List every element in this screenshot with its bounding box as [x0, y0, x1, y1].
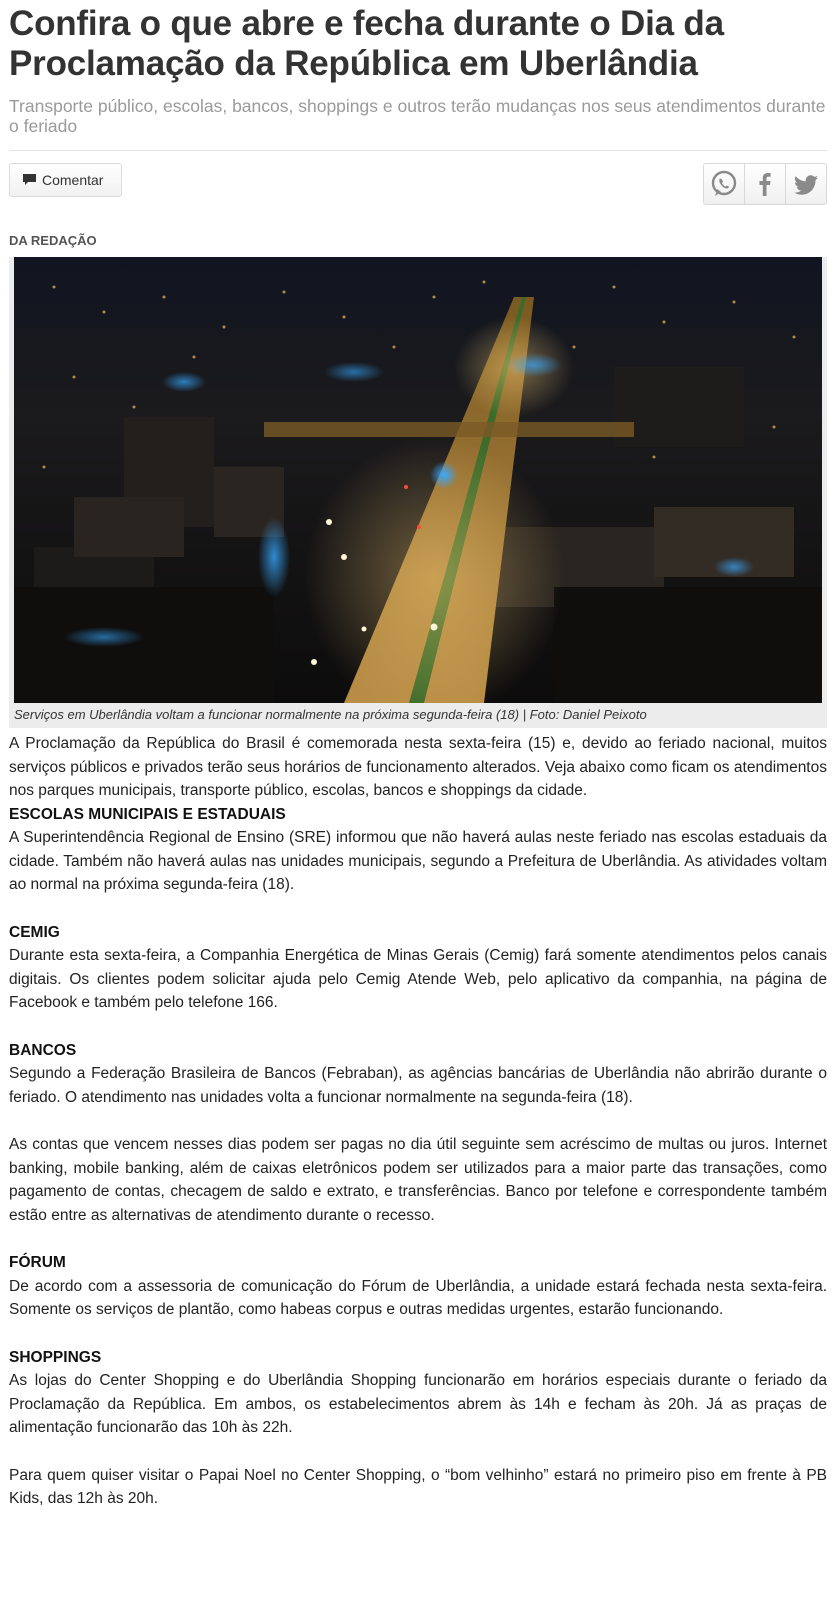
- comment-button[interactable]: [9, 163, 122, 197]
- share-facebook-button[interactable]: [744, 163, 786, 205]
- divider: [9, 150, 827, 151]
- section-paragraph: Segundo a Federação Brasileira de Bancos (Febraban), as agências bancárias de Uberlândia não abrirão durante o feriado. O atendimento nas unidades volta a funcionar normalmente na segunda-feira (18).: [9, 1065, 827, 1106]
- section-heading: CEMIG: [9, 923, 60, 941]
- section-paragraph: Durante esta sexta-feira, a Companhia Energética de Minas Gerais (Cemig) fará somente atendimentos pelos canais digitais. Os clientes podem solicitar ajuda pelo Cemig Atende Web, pelo aplicativo da companhia, na página de Facebook e também pelo telefone 166.: [9, 947, 827, 1011]
- page-title: Confira o que abre e fecha durante o Dia da Proclamação da República em Uberlândia: [9, 4, 724, 83]
- section-paragraph: Para quem quiser visitar o Papai Noel no Center Shopping, o “bom velhinho” estará no primeiro piso em frente à PB Kids, das 12h às 20h.: [9, 1466, 827, 1507]
- section-heading: ESCOLAS MUNICIPAIS E ESTADUAIS: [9, 805, 286, 823]
- photo-caption: Serviços em Uberlândia voltam a funcionar normalmente na próxima segunda-feira (18) | Foto: Daniel Peixoto: [14, 707, 647, 722]
- section-paragraph: As lojas do Center Shopping e do Uberlândia Shopping funcionarão em horários especiais durante o feriado da Proclamação da República. Em ambos, os estabelecimentos abrem às 14h e fecham às 20h. Já as praças de alimentação funcionarão das 10h às 22h.: [9, 1372, 827, 1436]
- section-heading: BANCOS: [9, 1041, 77, 1059]
- section-heading: SHOPPINGS: [9, 1348, 102, 1366]
- section-paragraph: As contas que vencem nesses dias podem ser pagas no dia útil seguinte sem acréscimo de multas ou juros. Internet banking, mobile banking, além de caixas eletrônicos podem ser utilizados para a maior parte das transações, como pagamento de contas, checagem de saldo e extrato, e transferências. Banco por telefone e correspondente também estão entre as alternativas de atendimento durante o recesso.: [9, 1136, 827, 1224]
- spacer: [9, 1227, 827, 1251]
- comment-button-label: Comentar: [42, 172, 104, 188]
- section-paragraph: De acordo com a assessoria de comunicação do Fórum de Uberlândia, a unidade estará fechada nesta sexta-feira. Somente os serviços de plantão, como habeas corpus e outras medidas urgentes, estarão funcionando.: [9, 1277, 827, 1318]
- section-paragraph: A Superintendência Regional de Ensino (SRE) informou que não haverá aulas neste feriado nas escolas estaduais da cidade. Também não haverá aulas nas unidades municipais, segundo a Prefeitura de Uberlândia. As atividades voltam ao normal na próxima segunda-feira (18).: [9, 829, 827, 893]
- spacer: [9, 1109, 827, 1133]
- share-twitter-button[interactable]: [785, 163, 827, 205]
- spacer: [9, 1440, 827, 1464]
- city-night-photo: [14, 257, 822, 703]
- twitter-icon: [791, 169, 821, 199]
- intro-paragraph: A Proclamação da República do Brasil é comemorada nesta sexta-feira (15) e, devido ao feriado nacional, muitos serviços públicos e privados terão seus horários de funcionamento alterados. Veja abaixo como ficam os atendimentos nos parques municipais, transporte público, escolas, bancos e shoppings da cidade.: [9, 735, 827, 799]
- spacer: [9, 1015, 827, 1039]
- article-subtitle: Transporte público, escolas, bancos, shoppings e outros terão mudanças nos seus atendimentos durante o feriado: [9, 96, 826, 136]
- article-body: [9, 732, 827, 1511]
- section-heading: FÓRUM: [9, 1254, 66, 1271]
- share-buttons: [704, 163, 827, 205]
- spacer: [9, 1322, 827, 1346]
- article-figure: [9, 257, 827, 728]
- share-whatsapp-button[interactable]: [703, 163, 745, 205]
- whatsapp-icon: [709, 169, 739, 199]
- article-page: [9, 0, 827, 1511]
- article-toolbar: [9, 163, 827, 209]
- speech-bubble-icon: [22, 173, 37, 187]
- facebook-icon: [750, 169, 780, 199]
- byline: DA REDAÇÃO: [9, 233, 97, 248]
- spacer: [9, 897, 827, 921]
